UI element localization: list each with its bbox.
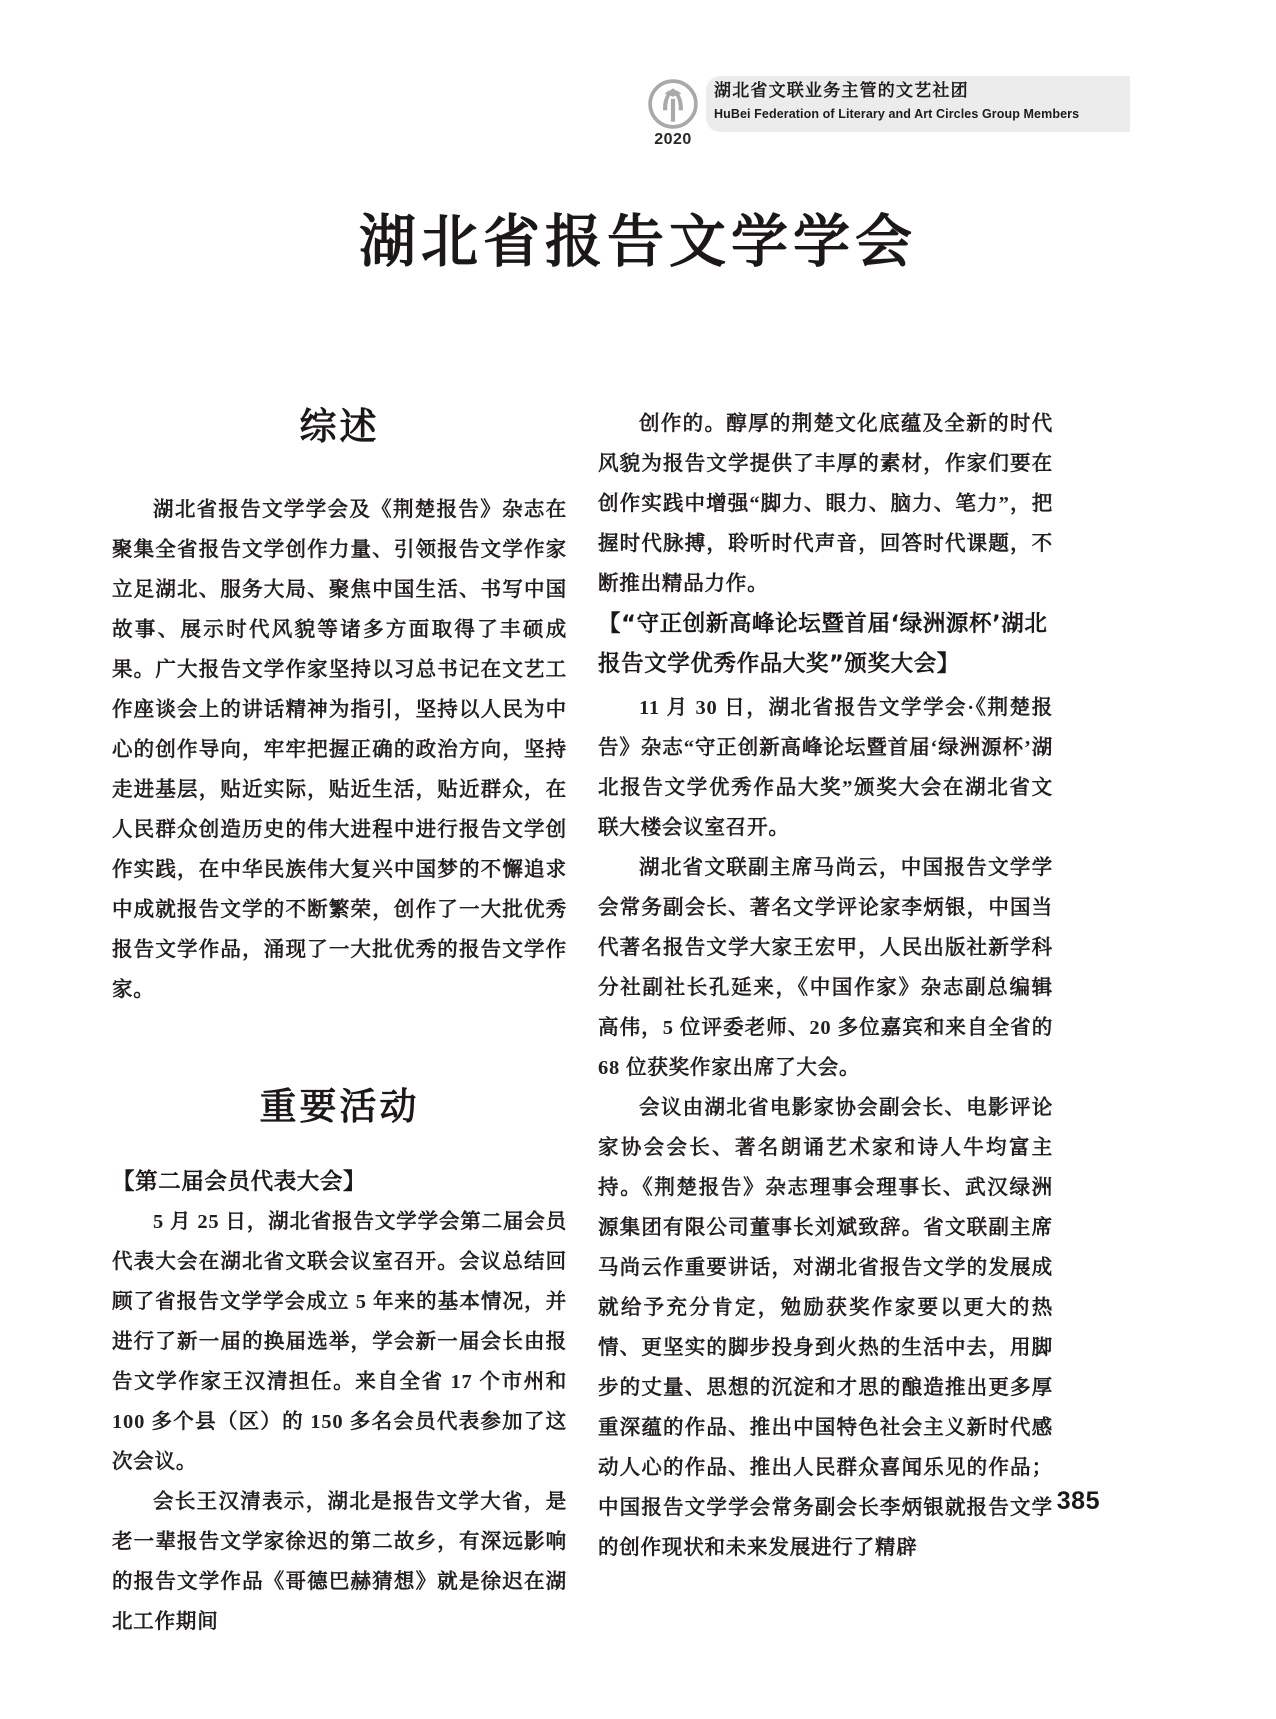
section-heading-overview: 综述 <box>299 405 380 448</box>
right-paragraph-3: 会议由湖北省电影家协会副会长、电影评论家协会会长、著名朗诵艺术家和诗人牛均富主持。《荆楚报告》杂志理事会理事长、武汉绿洲源集团有限公司董事长刘斌致辞。省文联副主席马尚云作重要讲话，对湖北省报告文学的发展成就给予充分肯定，勉励获奖作家要以更大的热情、更坚实的脚步投身到火热的生活中去，用脚步的丈量、思想的沉淀和才思的酿造推出更多厚重深蕴的作品、推出中国特色社会主义新时代感动人心的作品、推出人民群众喜闻乐见的作品；中国报告文学学会常务副会长李炳银就报告文学的创作现状和未来发展进行了精辟 <box>598 1097 1053 1559</box>
header-title-cn: 湖北省文联业务主管的文艺社团 <box>714 81 969 100</box>
left-paragraph-1: 5 月 25 日，湖北省报告文学学会第二届会员代表大会在湖北省文联会议室召开。会议总结回顾了省报告文学学会成立 5 年来的基本情况，并进行了新一届的换届选举，学会新一届会长由报告文学作家王汉清担任。来自全省 17 个市州和 100 多个县（区）的 150 多名会员代表参加了这次会议。 <box>112 1211 567 1473</box>
logo-year: 2020 <box>654 131 692 148</box>
logo-block <box>639 78 707 154</box>
subheading-award-ceremony: 【“守正创新高峰论坛暨首届‘绿洲源杯’湖北报告文学优秀作品大奖”颁奖大会】 <box>598 611 1048 677</box>
right-paragraph-2: 湖北省文联副主席马尚云，中国报告文学学会常务副会长、著名文学评论家李炳银，中国当代著名报告文学大家王宏甲，人民出版社新学科分社副社长孔延来，《中国作家》杂志副总编辑高伟，5 位评委老师、20 多位嘉宾和来自全省的 68 位获奖作家出席了大会。 <box>598 857 1053 1079</box>
header-title-en: HuBei Federation of Literary and Art Circles Group Members <box>714 107 1080 121</box>
overview-paragraph: 湖北省报告文学学会及《荆楚报告》杂志在聚集全省报告文学创作力量、引领报告文学作家立足湖北、服务大局、聚焦中国生活、书写中国故事、展示时代风貌等诸多方面取得了丰硕成果。广大报告文学作家坚持以习总书记在文艺工作座谈会上的讲话精神为指引，坚持以人民为中心的创作导向，牢牢把握正确的政治方向，坚持走进基层，贴近实际，贴近生活，贴近群众，在人民群众创造历史的伟大进程中进行报告文学创作实践，在中华民族伟大复兴中国梦的不懈追求中成就报告文学的不断繁荣，创作了一大批优秀报告文学作品，涌现了一大批优秀的报告文学作家。 <box>112 499 567 1001</box>
page-header <box>0 76 1276 148</box>
subheading-member-congress: 【第二届会员代表大会】 <box>112 1169 367 1195</box>
left-paragraph-2: 会长王汉清表示，湖北是报告文学大省，是老一辈报告文学家徐迟的第二故乡，有深远影响的报告文学作品《哥德巴赫猜想》就是徐迟在湖北工作期间 <box>112 1491 567 1633</box>
page-title: 湖北省报告文学学会 <box>359 208 917 275</box>
page-number: 385 <box>1056 1487 1100 1515</box>
right-paragraph-continued: 创作的。醇厚的荆楚文化底蕴及全新的时代风貌为报告文学提供了丰厚的素材，作家们要在创作实践中增强“脚力、眼力、脑力、笔力”，把握时代脉搏，聆听时代声音，回答时代课题，不断推出精品力作。 <box>598 413 1053 595</box>
header-text-block <box>714 78 1134 124</box>
left-column <box>112 404 567 1642</box>
federation-emblem-icon <box>647 78 699 130</box>
section-heading-activities: 重要活动 <box>259 1085 420 1128</box>
right-column <box>598 404 1053 1568</box>
right-paragraph-1: 11 月 30 日，湖北省报告文学学会·《荆楚报告》杂志“守正创新高峰论坛暨首届‘绿洲源杯’湖北报告文学优秀作品大奖”颁奖大会在湖北省文联大楼会议室召开。 <box>598 697 1053 839</box>
